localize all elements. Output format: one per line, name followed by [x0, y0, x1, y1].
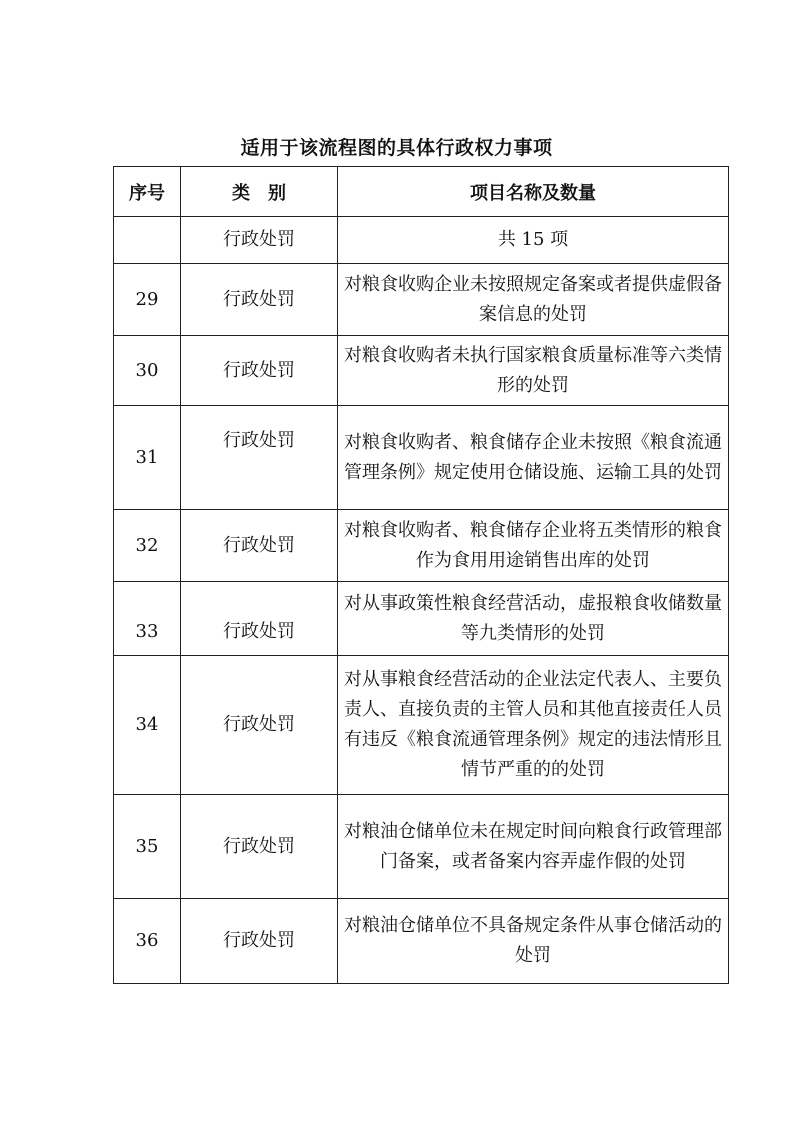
item-name: 对粮食收购企业未按照规定备案或者提供虚假备案信息的处罚 — [338, 264, 729, 336]
header-category: 类 别 — [181, 167, 338, 217]
page-title: 适用于该流程图的具体行政权力事项 — [240, 137, 553, 159]
table-row — [114, 217, 729, 264]
item-name: 对从事政策性粮食经营活动，虚报粮食收储数量等九类情形的处罚 — [338, 582, 729, 656]
table-row — [114, 656, 729, 795]
item-name: 对粮油仓储单位不具备规定条件从事仓储活动的处罚 — [338, 899, 729, 984]
serial-number: 35 — [114, 795, 181, 899]
category: 行政处罚 — [181, 510, 338, 582]
item-name: 对粮食收购者、粮食储存企业未按照《粮食流通管理条例》规定使用仓储设施、运输工具的处罚 — [338, 406, 729, 510]
table-row — [114, 510, 729, 582]
serial-number: 31 — [114, 406, 181, 510]
table-header-row — [114, 167, 729, 217]
category: 行政处罚 — [181, 406, 338, 510]
category: 行政处罚 — [181, 656, 338, 795]
item-name: 共 15 项 — [338, 217, 729, 264]
category: 行政处罚 — [181, 264, 338, 336]
table-row — [114, 899, 729, 984]
serial-number: 34 — [114, 656, 181, 795]
serial-number — [114, 217, 181, 264]
category: 行政处罚 — [181, 899, 338, 984]
table-row — [114, 264, 729, 336]
serial-number: 32 — [114, 510, 181, 582]
item-name: 对粮食收购者未执行国家粮食质量标准等六类情形的处罚 — [338, 336, 729, 406]
table-row — [114, 795, 729, 899]
serial-number: 30 — [114, 336, 181, 406]
serial-number: 36 — [114, 899, 181, 984]
category: 行政处罚 — [181, 217, 338, 264]
serial-number: 29 — [114, 264, 181, 336]
item-name: 对从事粮食经营活动的企业法定代表人、主要负责人、直接负责的主管人员和其他直接责任人员有违反《粮食流通管理条例》规定的违法情形且情节严重的的处罚 — [338, 656, 729, 795]
table-row — [114, 582, 729, 656]
item-name: 对粮油仓储单位未在规定时间向粮食行政管理部门备案，或者备案内容弄虚作假的处罚 — [338, 795, 729, 899]
table-row — [114, 336, 729, 406]
serial-number: 33 — [114, 582, 181, 656]
category: 行政处罚 — [181, 582, 338, 656]
header-item-name: 项目名称及数量 — [338, 167, 729, 217]
category: 行政处罚 — [181, 795, 338, 899]
table-row — [114, 406, 729, 510]
power-items-table — [113, 166, 729, 984]
header-serial-number: 序号 — [114, 167, 181, 217]
category: 行政处罚 — [181, 336, 338, 406]
item-name: 对粮食收购者、粮食储存企业将五类情形的粮食作为食用用途销售出库的处罚 — [338, 510, 729, 582]
